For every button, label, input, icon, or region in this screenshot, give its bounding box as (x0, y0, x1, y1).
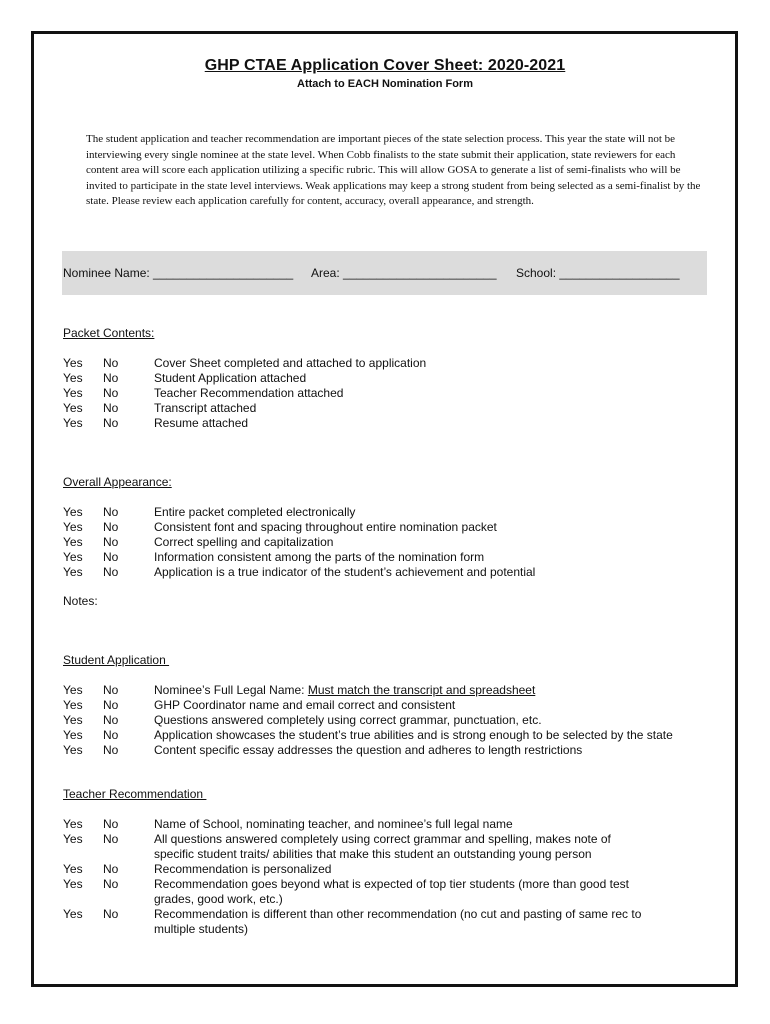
no-option[interactable]: No (103, 550, 119, 564)
yes-option[interactable]: Yes (63, 416, 83, 430)
no-option[interactable]: No (103, 683, 119, 697)
packet-item-text: Transcript attached (154, 401, 257, 415)
no-option[interactable]: No (103, 565, 119, 579)
appearance-item-text: Information consistent among the parts of the nomination form (154, 550, 485, 564)
no-option[interactable]: No (103, 401, 119, 415)
teacher-item-text: Recommendation goes beyond what is expected of top tier students (more than good test grades, good work, etc.) (154, 877, 629, 906)
teacher-item-text: All questions answered completely using correct grammar and spelling, makes note of specific student traits/ abilities that make this student an outstanding young person (154, 832, 611, 861)
yes-option[interactable]: Yes (63, 683, 83, 697)
no-option[interactable]: No (103, 505, 119, 519)
student-item-text: Content specific essay addresses the question and adheres to length restrictions (154, 743, 583, 757)
no-option[interactable]: No (103, 832, 119, 846)
yes-option[interactable]: Yes (63, 698, 83, 712)
yes-option[interactable]: Yes (63, 535, 83, 549)
yes-option[interactable]: Yes (63, 907, 83, 921)
no-option[interactable]: No (103, 698, 119, 712)
nominee-name-field[interactable]: Nominee Name: _____________________ (63, 266, 294, 280)
yes-option[interactable]: Yes (63, 877, 83, 891)
yes-option[interactable]: Yes (63, 862, 83, 876)
no-option[interactable]: No (103, 356, 119, 370)
nominee-info-bar (62, 251, 707, 295)
no-option[interactable]: No (103, 743, 119, 757)
page-subtitle: Attach to EACH Nomination Form (297, 78, 473, 90)
yes-option[interactable]: Yes (63, 565, 83, 579)
yes-option[interactable]: Yes (63, 832, 83, 846)
no-option[interactable]: No (103, 728, 119, 742)
packet-item-text: Cover Sheet completed and attached to application (154, 356, 427, 370)
yes-option[interactable]: Yes (63, 728, 83, 742)
section-packet-contents: Packet Contents: (63, 326, 155, 340)
teacher-item-text: Recommendation is different than other recommendation (no cut and pasting of same rec to multiple students) (154, 907, 642, 936)
yes-option[interactable]: Yes (63, 505, 83, 519)
section-overall-appearance: Overall Appearance: (63, 475, 172, 489)
yes-option[interactable]: Yes (63, 713, 83, 727)
student-item-text (154, 683, 714, 698)
no-option[interactable]: No (103, 371, 119, 385)
yes-option[interactable]: Yes (63, 356, 83, 370)
page-title: GHP CTAE Application Cover Sheet: 2020-2021 (204, 57, 566, 74)
legal-name-label: Nominee’s Full Legal Name: (154, 683, 308, 697)
school-field[interactable]: School: __________________ (516, 266, 680, 280)
section-student-application: Student Application (63, 653, 170, 667)
appearance-item-text: Correct spelling and capitalization (154, 535, 334, 549)
teacher-item-text: Name of School, nominating teacher, and nominee’s full legal name (154, 817, 513, 831)
notes-label: Notes: (63, 594, 98, 608)
appearance-item-text: Entire packet completed electronically (154, 505, 356, 519)
packet-item-text: Resume attached (154, 416, 249, 430)
appearance-item-text: Application is a true indicator of the student’s achievement and potential (154, 565, 536, 579)
no-option[interactable]: No (103, 907, 119, 921)
no-option[interactable]: No (103, 713, 119, 727)
packet-item-text: Student Application attached (154, 371, 307, 385)
no-option[interactable]: No (103, 520, 119, 534)
yes-option[interactable]: Yes (63, 743, 83, 757)
student-item-text: Questions answered completely using correct grammar, punctuation, etc. (154, 713, 542, 727)
yes-option[interactable]: Yes (63, 550, 83, 564)
packet-item-text: Teacher Recommendation attached (154, 386, 344, 400)
no-option[interactable]: No (103, 386, 119, 400)
intro-paragraph: The student application and teacher recommendation are important pieces of the state selection process. This year the state will not be interviewing every single nominee at the state level. When Cobb finalists to the state submit their application, state reviewers for each content area will score each application utilizing a specific rubric. This will allow GOSA to generate a list of semi-finalists who will be invited to participate in the state level interviews. Weak applications may keep a strong student from being selected as a semi-finalist by the state. Please review each application carefully for content, accuracy, overall appearance, and strength. (86, 133, 701, 207)
yes-option[interactable]: Yes (63, 520, 83, 534)
section-teacher-recommendation: Teacher Recommendation (63, 787, 207, 801)
yes-option[interactable]: Yes (63, 401, 83, 415)
no-option[interactable]: No (103, 416, 119, 430)
student-item-text: GHP Coordinator name and email correct and consistent (154, 698, 456, 712)
no-option[interactable]: No (103, 862, 119, 876)
no-option[interactable]: No (103, 877, 119, 891)
yes-option[interactable]: Yes (63, 817, 83, 831)
no-option[interactable]: No (103, 817, 119, 831)
appearance-item-text: Consistent font and spacing throughout entire nomination packet (154, 520, 497, 534)
area-field[interactable]: Area: _______________________ (311, 266, 497, 280)
legal-name-requirement: Must match the transcript and spreadsheet (307, 683, 536, 697)
student-item-text: Application showcases the student’s true abilities and is strong enough to be selected by the state (154, 728, 673, 742)
yes-option[interactable]: Yes (63, 386, 83, 400)
no-option[interactable]: No (103, 535, 119, 549)
yes-option[interactable]: Yes (63, 371, 83, 385)
teacher-item-text: Recommendation is personalized (154, 862, 332, 876)
